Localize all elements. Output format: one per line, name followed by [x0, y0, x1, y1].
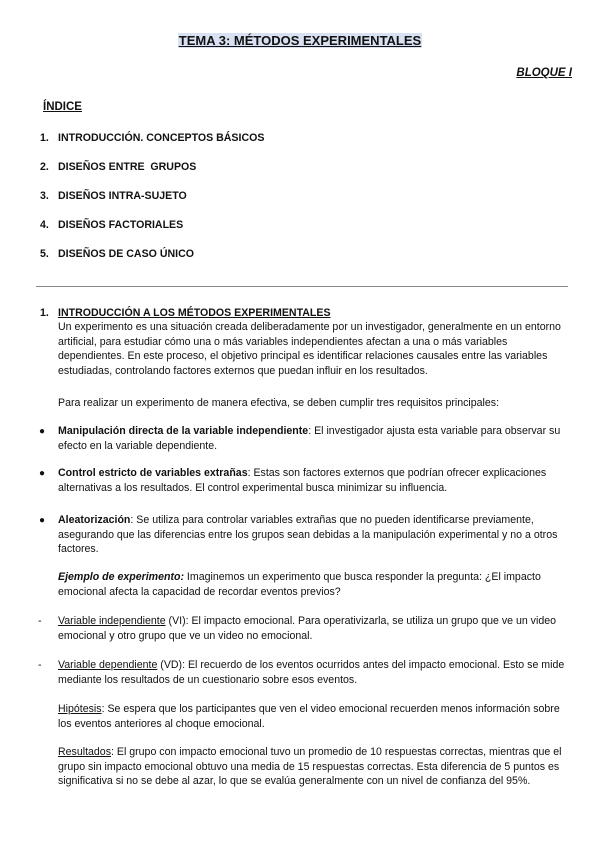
dash-icon: -: [38, 659, 42, 671]
bullet-item: [58, 424, 574, 453]
variable-item: [58, 658, 574, 687]
page-title-text: TEMA 3: MÉTODOS EXPERIMENTALES: [178, 33, 422, 48]
index-item-number: 5.: [40, 248, 49, 260]
hypothesis-paragraph: [58, 702, 574, 731]
index-item-label: DISEÑOS FACTORIALES: [58, 219, 184, 231]
index-item-number: 2.: [40, 161, 49, 173]
index-item: [40, 247, 194, 262]
bloque-label: BLOQUE I: [516, 67, 572, 79]
example-label: Ejemplo de experimento:: [58, 571, 184, 583]
example-text: Imaginemos un experimento que busca responder la pregunta: ¿El impacto emocional afecta la capacidad de recordar eventos previos?: [58, 571, 541, 598]
index-item: [40, 131, 264, 146]
requirements-intro: Para realizar un experimento de manera efectiva, se deben cumplir tres requisitos principales:: [58, 397, 500, 409]
hypothesis-text: : Se espera que los participantes que ven el video emocional recuerden menos información sobre los eventos anteriores al choque emocional.: [58, 703, 560, 730]
bullet-term: Aleatorización: [58, 514, 131, 526]
bullet-icon: ●: [39, 468, 46, 479]
index-item: [40, 218, 183, 233]
variable-item: [58, 614, 574, 643]
bullet-text: : Estas son factores externos que podrían ofrecer explicaciones alternativas a los resultados. El control experimental busca minimizar su influencia.: [58, 467, 547, 494]
section-divider: [36, 286, 568, 287]
bullet-icon: ●: [39, 426, 46, 437]
index-item-label: DISEÑOS INTRA-SUJETO: [58, 190, 187, 202]
bullet-item: [58, 466, 574, 495]
index-item-number: 1.: [40, 132, 49, 144]
index-item-number: 4.: [40, 219, 49, 231]
variable-text: (VI): El impacto emocional. Para operativizarla, se utiliza un grupo que ve un video emocional y otro grupo que ve un video no emocional.: [58, 615, 557, 642]
bullet-text: : Se utiliza para controlar variables extrañas que no pueden identificarse previamente, asegurando que las diferencias entre los grupos sean debidas a la manipulación experimental y no a otros factores.: [58, 514, 558, 556]
index-item: [40, 160, 196, 175]
section-heading: [40, 306, 331, 321]
page-title: [0, 33, 600, 49]
bullet-text: : El investigador ajusta esta variable para observar su efecto en la variable dependiente.: [58, 425, 561, 452]
results-label: Resultados: [58, 746, 111, 758]
variable-text: (VD): El recuerdo de los eventos ocurridos antes del impacto emocional. Esto se mide mediante los resultados de un cuestionario sobre esos eventos.: [58, 659, 565, 686]
variable-label: Variable dependiente: [58, 659, 158, 671]
index-item-label: DISEÑOS DE CASO ÚNICO: [58, 248, 194, 260]
example-paragraph: [58, 570, 574, 599]
results-text: : El grupo con impacto emocional tuvo un promedio de 10 respuestas correctas, mientras que el grupo sin impacto emocional obtuvo una media de 15 respuestas correctas. Esta diferencia de 5 puntos es significativa si no se debe al azar, lo que se evalúa generalmente con un nivel de confianza del 95%.: [58, 746, 562, 788]
index-item-label: DISEÑOS ENTRE GRUPOS: [58, 161, 197, 173]
section-heading-text: INTRODUCCIÓN A LOS MÉTODOS EXPERIMENTALES: [58, 307, 331, 319]
section-number: 1.: [40, 307, 49, 319]
variable-label: Variable independiente: [58, 615, 166, 627]
intro-paragraph: Un experimento es una situación creada deliberadamente por un investigador, generalmente en un entorno artificial, para estudiar cómo una o más variables independientes afectan a una o más variables dependientes. En este proceso, el objetivo principal es identificar relaciones causales entre las variables estudiadas, controlando factores externos que puedan influir en los resultados.: [58, 321, 561, 377]
bullet-term: Control estricto de variables extrañas: [58, 467, 248, 479]
index-heading: ÍNDICE: [43, 101, 82, 113]
results-paragraph: [58, 745, 574, 789]
bullet-item: [58, 513, 574, 557]
index-item-label: INTRODUCCIÓN. CONCEPTOS BÁSICOS: [58, 132, 265, 144]
bullet-term: Manipulación directa de la variable independiente: [58, 425, 309, 437]
bullet-icon: ●: [39, 515, 46, 526]
dash-icon: -: [38, 615, 42, 627]
hypothesis-label: Hipótesis: [58, 703, 102, 715]
index-item-number: 3.: [40, 190, 49, 202]
index-item: [40, 189, 187, 204]
